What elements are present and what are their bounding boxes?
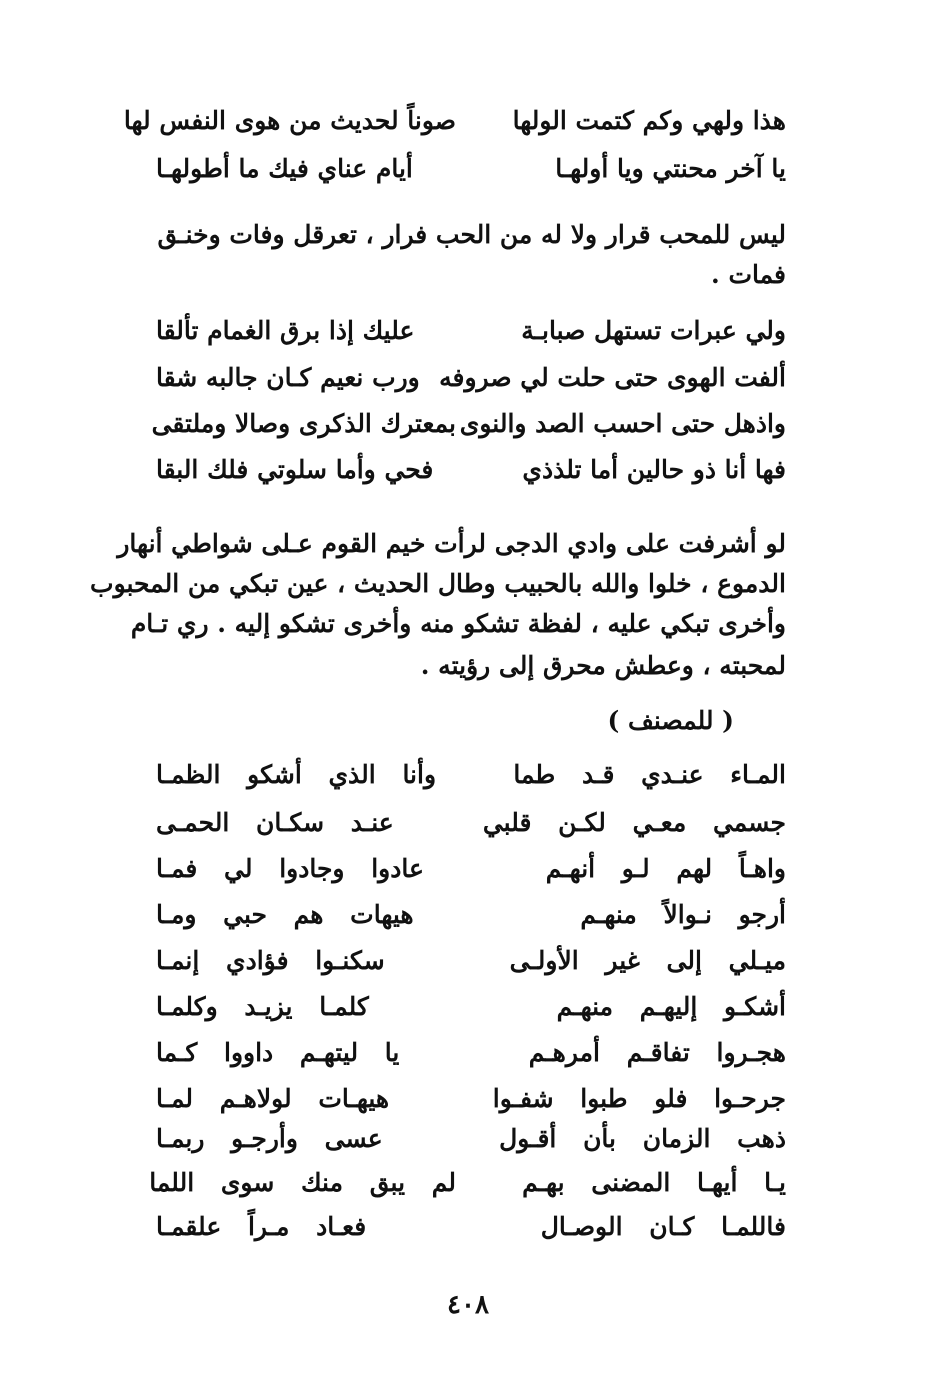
verse-hemistich-first: ميـلي إلى غير الأولـى <box>509 946 786 975</box>
verse-line <box>156 314 786 348</box>
verse-hemistich-second: وأنا الذي أشكو الظمـا <box>156 760 437 789</box>
page-number: ٤٠٨ <box>447 1290 489 1320</box>
verse-line <box>156 1036 786 1070</box>
verse-line <box>149 1166 786 1200</box>
verse-line <box>156 1122 786 1156</box>
verse-hemistich-first: جرحـوا فلو طبوا شفـوا <box>492 1084 786 1113</box>
verse-hemistich-second: كلمـا يزيـد وكلمـا <box>156 992 369 1021</box>
verse-line <box>123 104 786 138</box>
prose-line: لمحبته ، وعطش محرق إلى رؤيته . <box>420 651 786 680</box>
verse-hemistich-first: جسمي معـي لكـن قلبي <box>482 808 786 837</box>
verse-hemistich-first: المـاء عنـدي قـد طما <box>513 760 786 789</box>
verse-hemistich-first: يـا أيهـا المضنى بهـم <box>522 1168 786 1197</box>
verse-line <box>156 898 786 932</box>
verse-line <box>156 758 786 792</box>
verse-line <box>156 1082 786 1116</box>
verse-hemistich-second: فحي وأما سلوتي فلك البقا <box>156 455 434 484</box>
verse-line <box>156 453 786 487</box>
verse-line <box>156 1210 786 1244</box>
verse-hemistich-first: أرجو نـوالاً منهـم <box>580 900 786 929</box>
verse-hemistich-first: فها أنا ذو حالين أما تلذذي <box>522 455 786 484</box>
verse-hemistich-second: فعـاد مـراً علقمـا <box>156 1212 367 1241</box>
verse-hemistich-first: ولي عبرات تستهل صبابـة <box>521 316 786 345</box>
verse-line <box>156 990 786 1024</box>
verse-hemistich-second: عنـد سكـان الحمـى <box>156 808 394 837</box>
verse-hemistich-first: أشكـو إليهـم منهـم <box>556 992 786 1021</box>
prose-line: لو أشرفت على وادي الدجى لرأت خيم القوم عـلى شواطي أنهار <box>117 529 786 558</box>
verse-hemistich-second: هيهات هم حبي ومـا <box>156 900 414 929</box>
verse-line <box>156 944 786 978</box>
verse-hemistich-first: يا آخر محنتي ويا أولهـا <box>555 154 786 183</box>
verse-hemistich-second: سكنـوا فؤادي إنمـا <box>156 946 385 975</box>
verse-hemistich-first: هذا ولهي وكم كتمت الولها <box>512 106 786 135</box>
verse-hemistich-second: عسى وأرجـو ربمـا <box>156 1124 383 1153</box>
verse-hemistich-second: هيهـات لولاهـم لمـا <box>156 1084 390 1113</box>
verse-line <box>156 806 786 840</box>
prose-line: الدموع ، خلوا والله بالحبيب وطال الحديث ، عين تبكي من المحبوب <box>90 569 786 598</box>
verse-hemistich-first: واهـاً لهم لـو أنهـم <box>545 854 786 883</box>
verse-hemistich-second: بمعترك الذكرى وصالا وملتقى <box>151 409 456 438</box>
verse-hemistich-first: ذهب الزمان بأن أقـول <box>499 1124 786 1153</box>
verse-hemistich-second: صوناً لحديث من هوى النفس لها <box>123 106 456 135</box>
verse-hemistich-second: أيام عناي فيك ما أطولهـا <box>156 154 413 183</box>
verse-hemistich-second: يا ليتهـم داووا كـما <box>156 1038 400 1067</box>
verse-line <box>156 152 786 186</box>
prose-line: ليس للمحب قرار ولا له من الحب فرار ، تعرقل وفات وخنـق <box>157 220 786 249</box>
attribution: ( للمصنف ) <box>607 706 734 735</box>
verse-hemistich-second: عادوا وجادوا لي فمـا <box>156 854 424 883</box>
verse-hemistich-second: ورب نعيم كـان جالبه شقا <box>156 363 420 392</box>
verse-line <box>151 407 786 441</box>
verse-hemistich-first: فاللمـا كـان الوصـال <box>540 1212 786 1241</box>
verse-line <box>156 361 786 395</box>
verse-hemistich-first: هجـروا تفاقـم أمرهـم <box>528 1038 786 1067</box>
verse-hemistich-first: واذهل حتى احسب الصد والنوى <box>459 409 786 438</box>
verse-line <box>156 852 786 886</box>
verse-hemistich-first: ألفت الهوى حتى حلت لي صروفه <box>439 363 786 392</box>
prose-line: فمات . <box>711 260 786 289</box>
verse-hemistich-second: لم يبق منك سوى اللما <box>149 1168 456 1197</box>
verse-hemistich-second: عليك إذا برق الغمام تألقا <box>156 316 415 345</box>
prose-line: وأخرى تبكي عليه ، لفظة تشكو منه وأخرى تشكو إليه . ري تـام <box>130 609 786 638</box>
